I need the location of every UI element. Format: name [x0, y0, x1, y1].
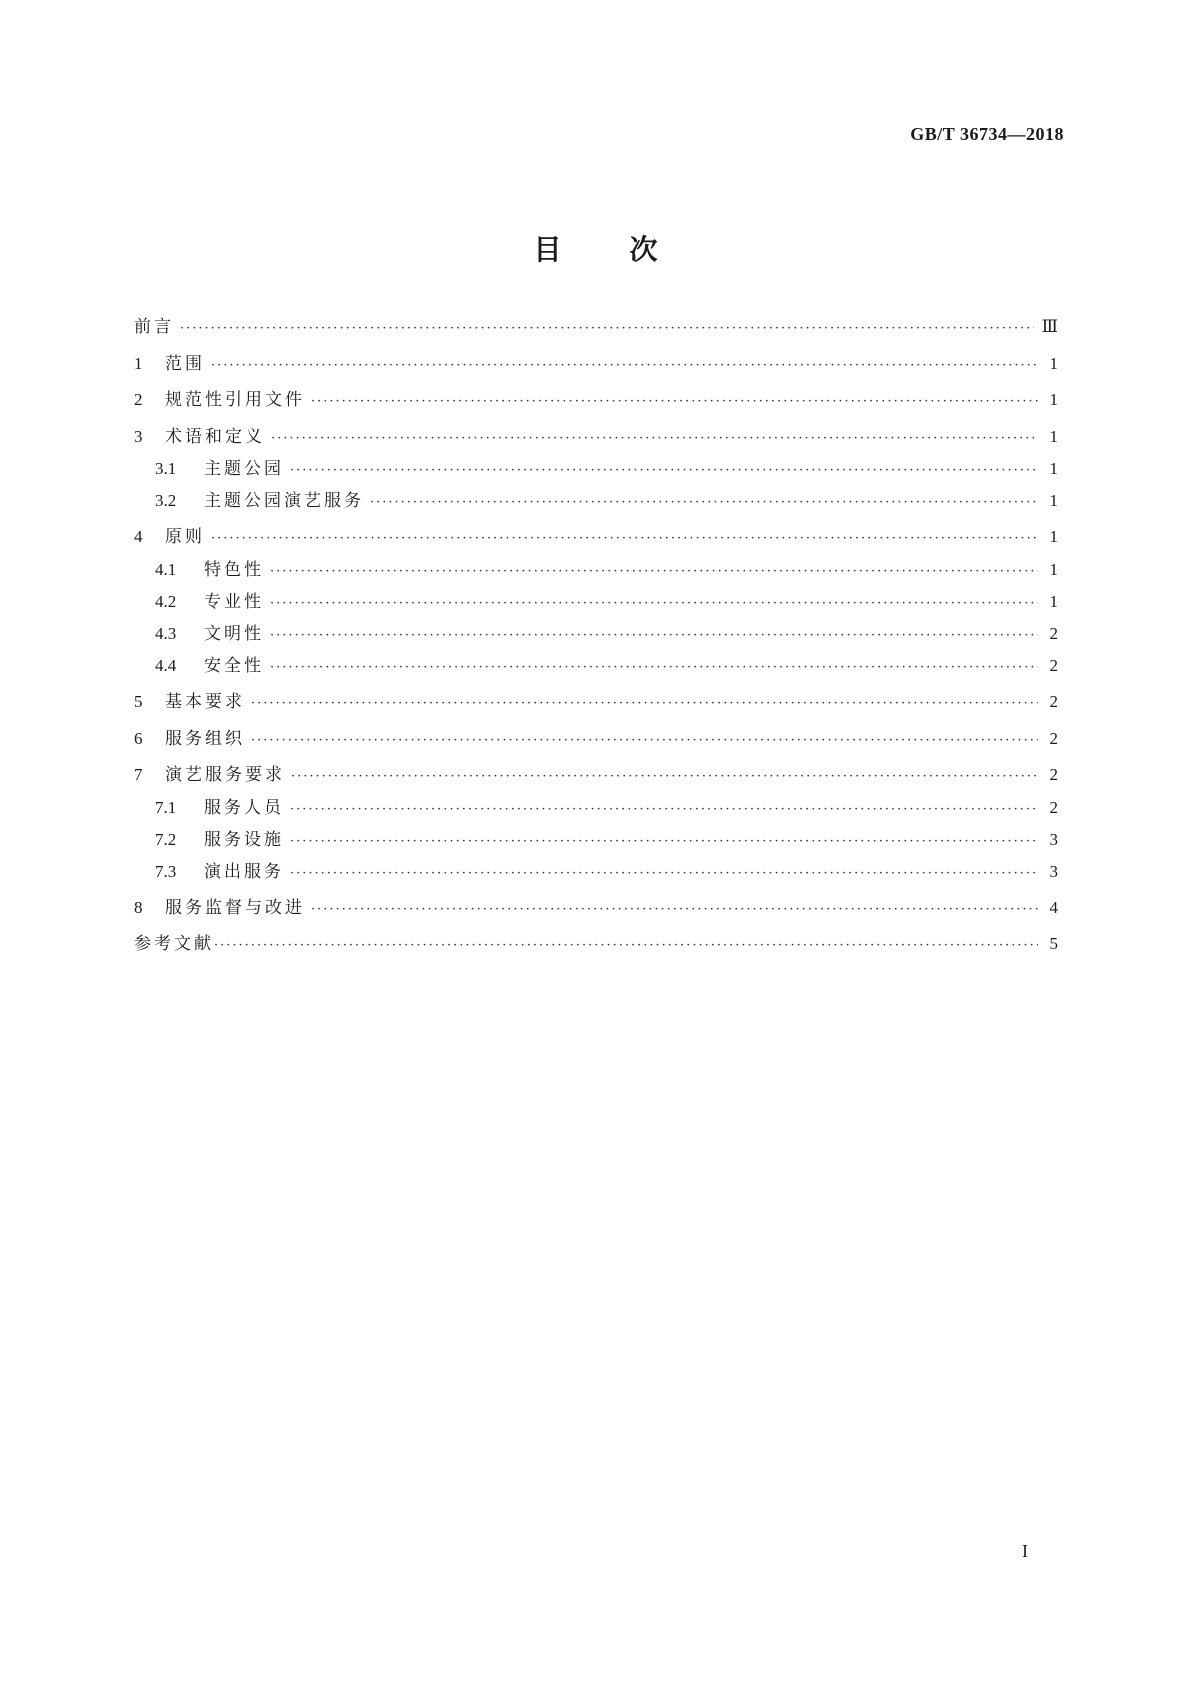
toc-leader-dots	[290, 862, 1038, 886]
toc-entry-3[interactable]	[134, 425, 1058, 449]
toc-entry-number: 4.4	[155, 656, 177, 675]
toc-entry-page: 2	[1049, 798, 1058, 817]
toc-entry-number: 6	[134, 729, 143, 748]
toc-leader-dots	[370, 491, 1038, 515]
toc-entry-page: 1	[1049, 527, 1058, 546]
toc-entry-number: 3	[134, 427, 143, 446]
toc-leader-dots	[211, 527, 1038, 551]
toc-entry-number: 3.2	[155, 491, 177, 510]
toc-leader-dots	[270, 656, 1038, 680]
toc-entry-page: 2	[1049, 656, 1058, 675]
toc-leader-dots	[290, 830, 1038, 854]
toc-leader-dots	[291, 765, 1038, 789]
toc-leader-dots	[311, 898, 1038, 922]
toc-entry-label: 术语和定义	[165, 427, 265, 447]
toc-leader-dots	[270, 624, 1038, 648]
toc-leader-dots	[290, 798, 1038, 822]
toc-leader-dots	[270, 592, 1038, 616]
toc-entry-number: 8	[134, 898, 143, 917]
toc-entry-number: 4	[134, 527, 143, 546]
toc-entry-page: 2	[1049, 765, 1058, 784]
toc-entry-2[interactable]	[134, 388, 1058, 412]
toc-entry-4-3[interactable]	[155, 622, 1058, 646]
toc-entry-number: 4.1	[155, 560, 177, 579]
toc-entry-page: 1	[1049, 592, 1058, 611]
toc-entry-label: 基本要求	[165, 692, 245, 712]
toc-leader-dots	[311, 390, 1038, 414]
toc-entry-4[interactable]	[134, 525, 1058, 549]
toc-entry-page: 2	[1049, 624, 1058, 643]
toc-entry-page: 4	[1049, 898, 1058, 917]
toc-entry-7-3[interactable]	[155, 860, 1058, 884]
toc-entry-number: 7.2	[155, 830, 177, 849]
toc-entry-number: 4.2	[155, 592, 177, 611]
toc-entry-number: 7.3	[155, 862, 177, 881]
toc-leader-dots	[180, 317, 1034, 341]
toc-entry-label: 文明性	[204, 624, 264, 644]
toc-entry-7-2[interactable]	[155, 828, 1058, 852]
toc-entry-4-1[interactable]	[155, 558, 1058, 582]
toc-entry-label: 服务设施	[204, 830, 284, 850]
toc-entry-page: 1	[1049, 560, 1058, 579]
page-title: 目次	[533, 233, 726, 266]
toc-entry-label: 服务监督与改进	[165, 898, 305, 918]
toc-entry-3-2[interactable]	[155, 489, 1058, 513]
page-number: I	[1022, 1541, 1028, 1561]
toc-entry-number: 2	[134, 390, 143, 409]
standard-code: GB/T 36734—2018	[910, 124, 1064, 144]
toc-leader-dots	[271, 427, 1038, 451]
toc-entry-number: 1	[134, 354, 143, 373]
toc-entry-number: 4.3	[155, 624, 177, 643]
toc-entry-number: 7.1	[155, 798, 177, 817]
toc-entry-label: 参考文献	[134, 934, 214, 954]
toc-leader-dots	[251, 692, 1038, 716]
toc-entry-page: 3	[1049, 830, 1058, 849]
toc-entry-label: 专业性	[204, 592, 264, 612]
toc-leader-dots	[211, 354, 1038, 378]
toc-entry-7-1[interactable]	[155, 796, 1058, 820]
toc-entry-page: 1	[1049, 390, 1058, 409]
toc-entry-number: 7	[134, 765, 143, 784]
toc-entry-page: 1	[1049, 354, 1058, 373]
toc-entry-label: 服务组织	[165, 729, 245, 749]
toc-entry-label: 演出服务	[204, 862, 284, 882]
toc-leader-dots	[214, 934, 1038, 958]
toc-entry-label: 主题公园	[204, 459, 284, 479]
toc-entry-label: 原则	[165, 527, 205, 547]
toc-leader-dots	[270, 560, 1038, 584]
toc-entry-page: 1	[1049, 491, 1058, 510]
toc-leader-dots	[290, 459, 1038, 483]
toc-entry-4-2[interactable]	[155, 590, 1058, 614]
toc-entry-label: 特色性	[204, 560, 264, 580]
toc-entry-page: 1	[1049, 459, 1058, 478]
toc-entry-5[interactable]	[134, 690, 1058, 714]
toc-entry-page: 1	[1049, 427, 1058, 446]
toc-entry-label: 安全性	[204, 656, 264, 676]
toc-entry-8[interactable]	[134, 896, 1058, 920]
toc-leader-dots	[251, 729, 1038, 753]
toc-entry-bibliography[interactable]	[134, 932, 1058, 956]
toc-entry-foreword[interactable]	[134, 315, 1058, 339]
toc-entry-page: 2	[1049, 692, 1058, 711]
toc-entry-4-4[interactable]	[155, 654, 1058, 678]
toc-entry-label: 主题公园演艺服务	[204, 491, 364, 511]
toc-entry-number: 3.1	[155, 459, 177, 478]
toc-entry-page: 3	[1049, 862, 1058, 881]
toc-entry-1[interactable]	[134, 352, 1058, 376]
toc-entry-page: Ⅲ	[1041, 317, 1058, 336]
toc-entry-label: 规范性引用文件	[165, 390, 305, 410]
toc-entry-6[interactable]	[134, 727, 1058, 751]
toc-entry-page: 5	[1049, 934, 1058, 953]
toc-entry-label: 前言	[134, 317, 174, 337]
toc-entry-7[interactable]	[134, 763, 1058, 787]
toc-entry-page: 2	[1049, 729, 1058, 748]
toc-entry-label: 演艺服务要求	[165, 765, 285, 785]
toc-entry-label: 范围	[165, 354, 205, 374]
toc-entry-label: 服务人员	[204, 798, 284, 818]
toc-entry-3-1[interactable]	[155, 457, 1058, 481]
toc-entry-number: 5	[134, 692, 143, 711]
